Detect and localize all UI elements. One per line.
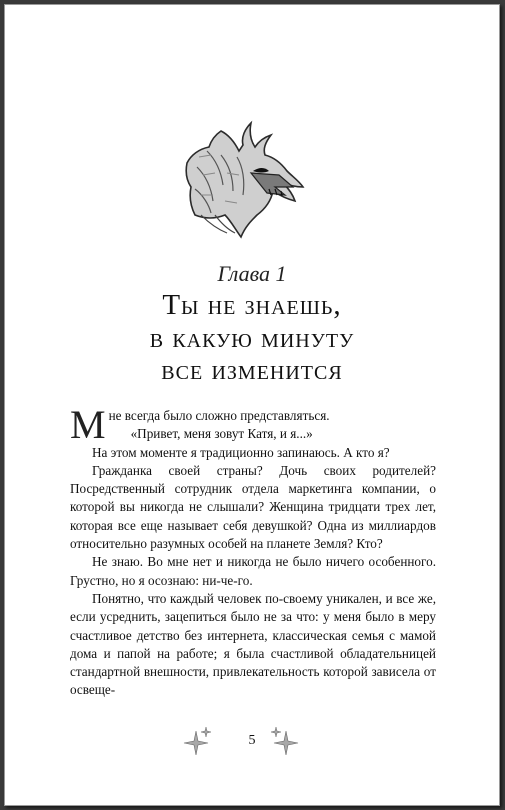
- chapter-title-line-3: все изменится: [161, 354, 343, 386]
- paragraph: Не знаю. Во мне нет и никогда не было ничего особенного. Грустно, но я осознаю: ни-че-го.: [70, 554, 436, 588]
- page-number: 5: [248, 733, 256, 748]
- paragraph: Понятно, что каждый человек по-своему уникален, и все же, если усреднить, зацепиться было не за что: у меня было в меру счастливое детство без интернета, классическая семья с мамой дома и папой на работе; я была счастливой обладательницей стандартной внешности, привлекательность которой зависела от освеще-: [70, 590, 436, 698]
- paragraph: «Привет, меня зовут Катя, и я...»: [130, 426, 313, 442]
- page-footer: [5, 725, 499, 761]
- drop-cap: М: [70, 402, 106, 447]
- sparkle-stars-icon: [269, 725, 299, 755]
- paragraph: На этом моменте я традиционно запинаюсь. А кто я?: [92, 444, 390, 460]
- chapter-title-line-1: Ты не знаешь,: [162, 289, 342, 321]
- chapter-number: Глава 1: [217, 261, 287, 286]
- opening-line: не всегда было сложно представляться.: [108, 408, 330, 423]
- book-page: [4, 4, 500, 806]
- paragraph: Гражданка своей страны? Дочь своих родителей? Посредственный сотрудник отдела маркетинга компании, о которой вы никогда не слышали? Женщина тридцати трех лет, которая все еще называет себя девушкой? Одна из миллиардов относительно разумных особей на планете Земля? Кто?: [70, 462, 436, 552]
- chapter-title-line-2: в какую минуту: [149, 322, 355, 354]
- dragon-head-illustration: [181, 115, 305, 241]
- body-text: [70, 402, 436, 700]
